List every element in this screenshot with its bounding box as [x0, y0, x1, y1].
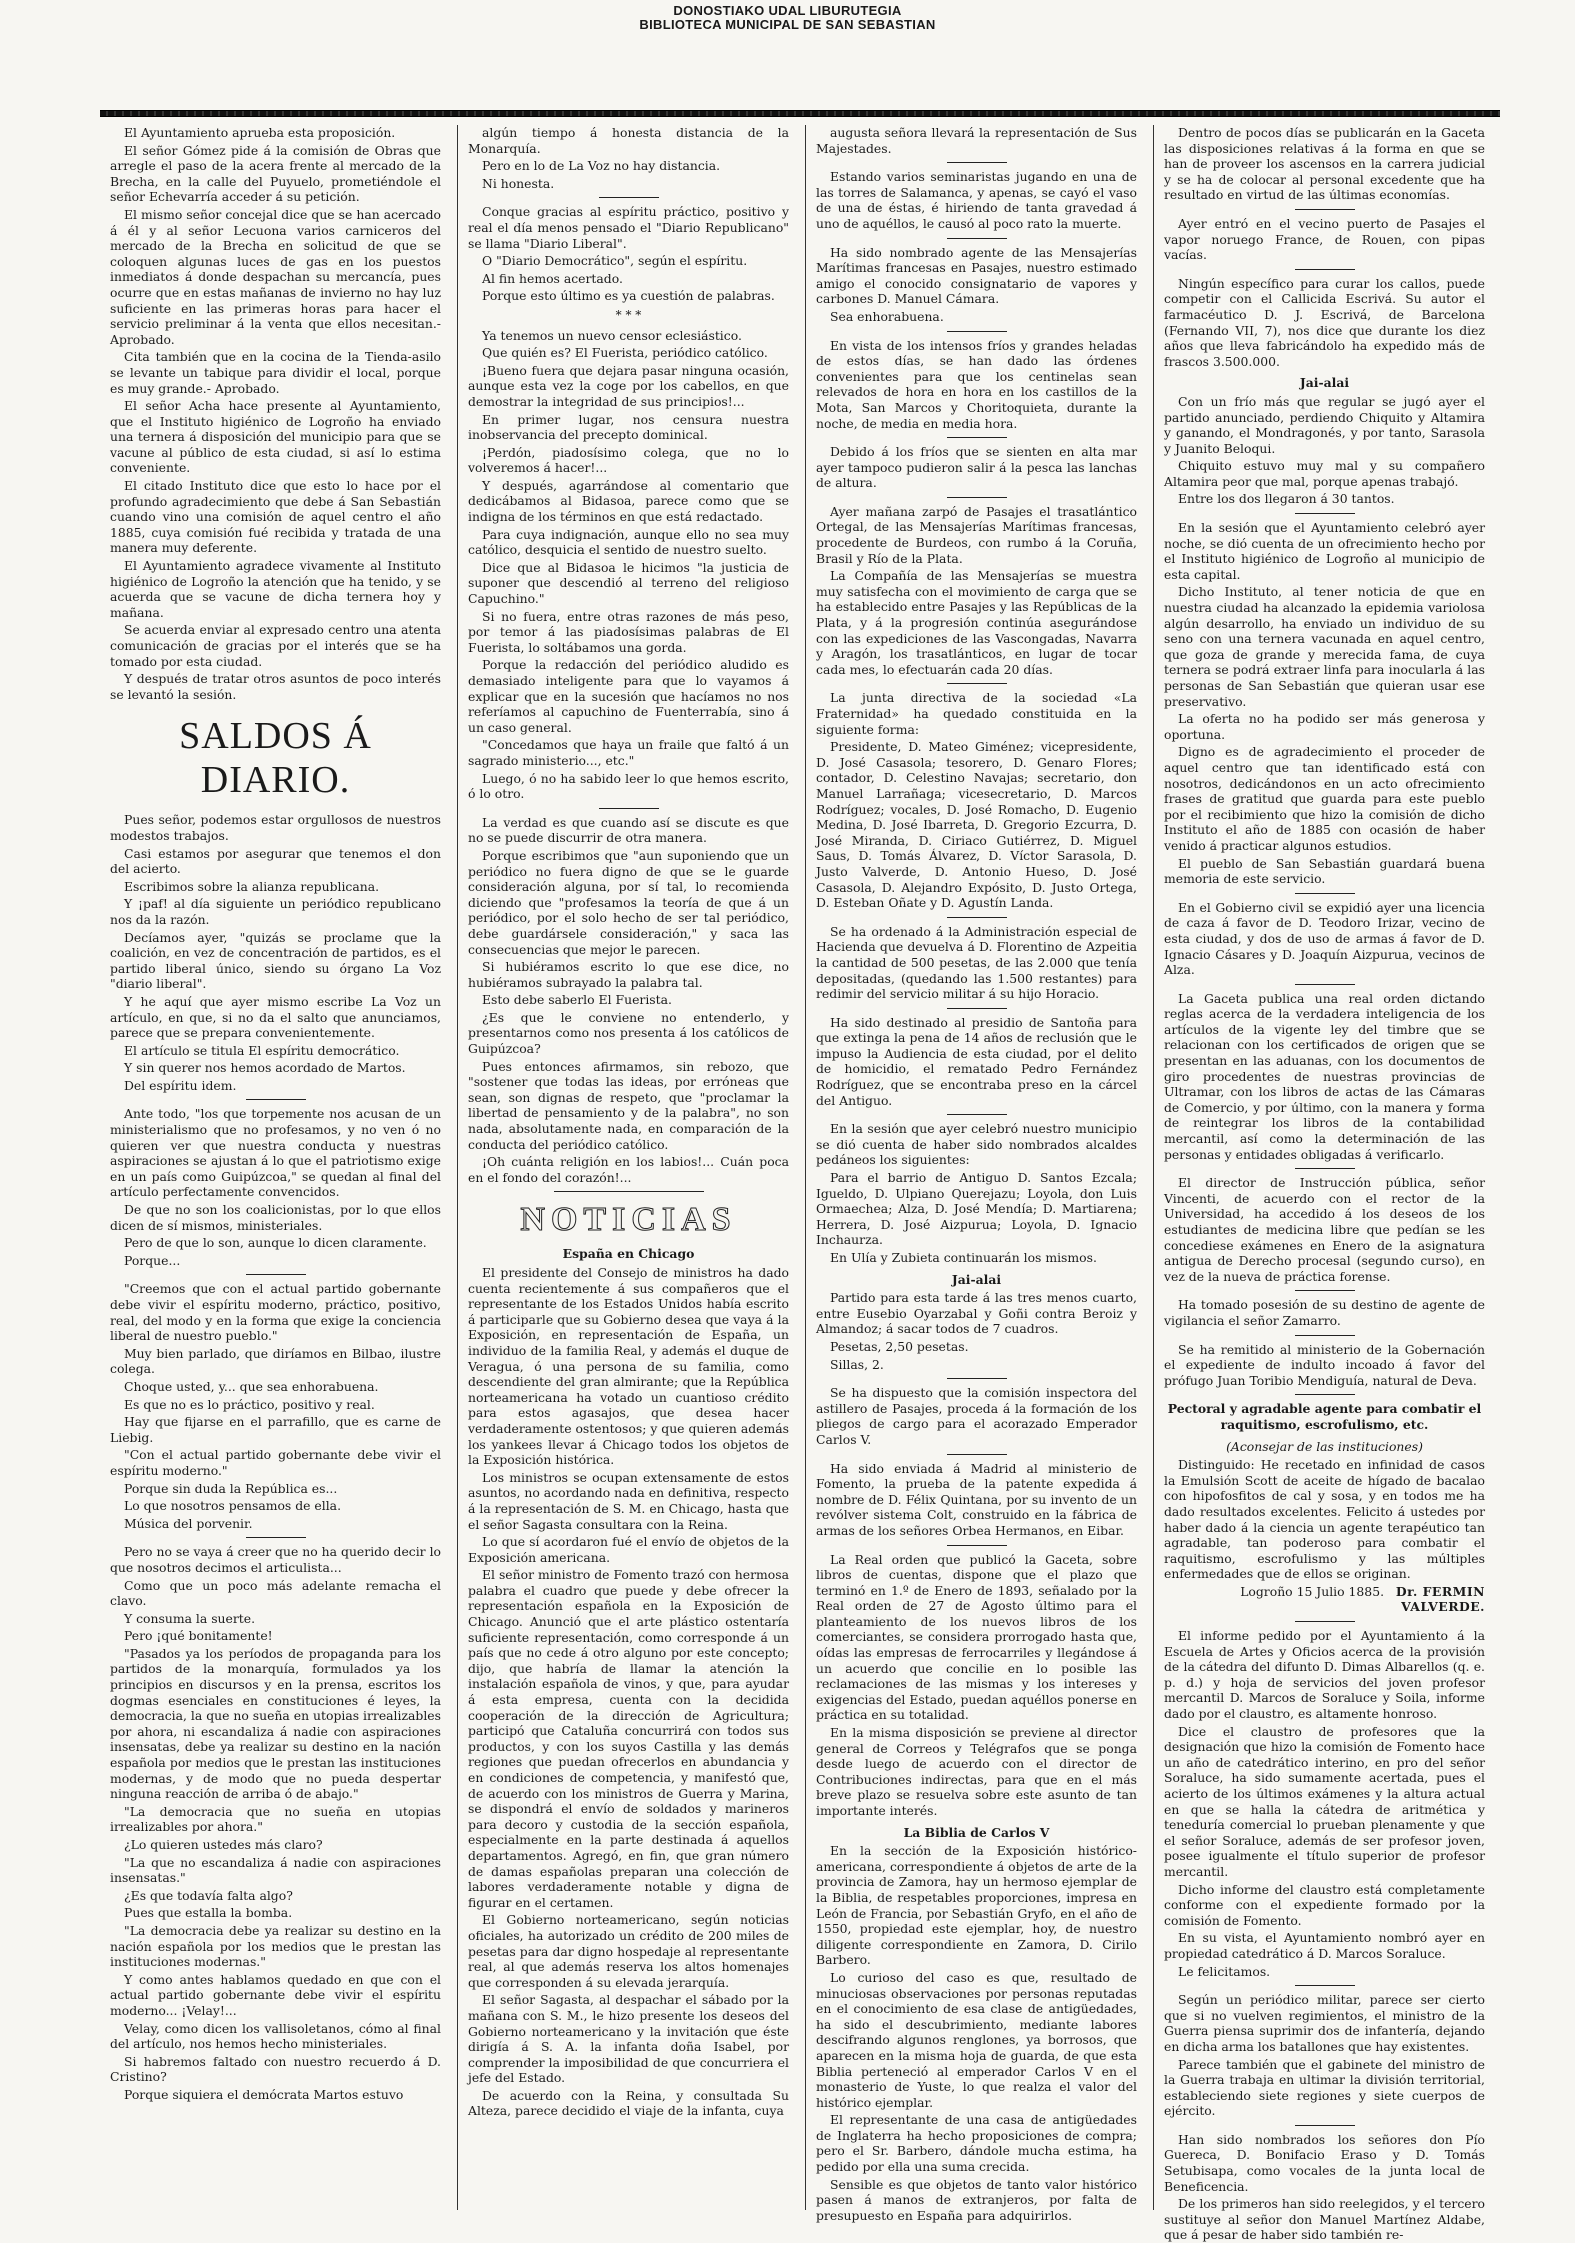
article-block [110, 1106, 441, 1268]
article-paragraph: Dentro de pocos días se publicarán en la Gaceta las disposiciones relativas á la forma en que se han de proveer los ascensos en la carrera judicial y se ha de colocar al personal excedente que ha resultado en virtud de las últimas economías. [1164, 125, 1485, 203]
article-paragraph: La Real orden que publicó la Gaceta, sobre libros de cuentas, dispone que el plazo que terminó en 1.º de Enero de 1893, señalado por la Real orden de 27 de Agosto último para el planteamiento de los nuevos libros de los comerciantes, se considera prorrogado hasta que, oídas las empresas de ferrocarriles y llegándose á un acuerdo que concilie en lo posible las reclamaciones de las mismas y los intereses y exigencias del Estado, puedan aquéllos ponerse en práctica en su totalidad. [816, 1551, 1137, 1723]
article-paragraph: Partido para esta tarde á las tres menos cuarto, entre Eusebio Oyarzabal y Goñi contra Beroiz y Almandoz; á sacar todos de 7 cuadros. [816, 1290, 1137, 1337]
article-block [816, 1461, 1137, 1539]
separator [1295, 1985, 1355, 1986]
separator [1295, 1290, 1355, 1291]
article-paragraph: "La democracia debe ya realizar su destino en la nación española por los medios que le prestan las instituciones modernas." [110, 1922, 441, 1970]
article-paragraph: Los ministros se ocupan extensamente de estos asuntos, no acordando nada en definitiva, respecto á la representación de S. M. en Chicago, hasta que el señor Sagasta consultara con la Reina. [468, 1469, 789, 1532]
stamp-line-1: DONOSTIAKO UDAL LIBURUTEGIA [673, 3, 902, 18]
article-paragraph: El señor Gómez pide á la comisión de Obras que arregle el paso de la acera frente al mercado de la Brecha, en la calle del Puyuelo, prometiéndole el señor Echevarría acceder á su petición. [110, 142, 441, 205]
article-paragraph: Pesetas, 2,50 pesetas. [830, 1338, 969, 1354]
separator [1295, 1394, 1355, 1395]
article-paragraph: Y consuma la suerte. [124, 1610, 256, 1626]
separator [947, 437, 1007, 438]
article-paragraph: Para cuya indignación, aunque ello no sea muy católico, desquicia el sentido de nuestro suelto. [468, 526, 789, 558]
article-block [468, 125, 789, 191]
article-paragraph: Según un periódico militar, parece ser cierto que si no vuelven regimientos, el ministro de la Guerra piensa suprimir dos de infantería, dejando en dicha arma los batallones que hay existentes. [1164, 1992, 1485, 2054]
subheading-jaialai: Jai-alai [951, 1271, 1002, 1287]
signature-name: Dr. FERMIN VALVERDE. [1395, 1583, 1485, 1615]
article-paragraph: Ni honesta. [482, 175, 555, 191]
separator [1295, 1335, 1355, 1336]
article-paragraph: Porque escribimos que "aun suponiendo que un periódico no fuera digno de que se le guarde consideración alguna, por sí tal, lo recomienda diciendo que "profesamos la teoría de que á un periódico, por el solo hecho de ser tal periódico, debe guardársele consideración," y saca las consecuencias que mejor le parecen. [468, 847, 789, 957]
article-block [1164, 900, 1485, 978]
article-paragraph: Ayer mañana zarpó de Pasajes el trasatlántico Ortegal, de las Mensajerías Marítimas francesas, procedente de Burdeos, con rumbo á la Coruña, Brasil y Río de la Plata. [816, 503, 1137, 566]
separator [947, 331, 1007, 332]
article-paragraph: Porque... [124, 1252, 181, 1268]
article-paragraph: En la misma disposición se previene al director general de Correos y Telégrafos que se ponga desde luego de acuerdo con el director de Contribuciones indirectas, para que en el más breve plazo se resuelva sobre este asunto de tan importante interés. [816, 1725, 1137, 1818]
column-1 [110, 125, 441, 2210]
article-paragraph: ¡Perdón, piadosísimo colega, que no lo volveremos á hacer!... [468, 444, 789, 476]
article-paragraph: Porque siquiera el demócrata Martos estuvo [124, 2086, 404, 2102]
article-paragraph: Dicho informe del claustro está completamente conforme con el expediente formado por la comisión de Fomento. [1164, 1881, 1485, 1928]
article-block [1164, 216, 1485, 263]
separator [947, 1454, 1007, 1455]
article-block [1164, 991, 1485, 1163]
article-paragraph: En la sesión que ayer celebró nuestro municipio se dió cuenta de haber sido nombrados alcaldes pedáneos los siguientes: [816, 1121, 1137, 1168]
article-paragraph: El señor Acha hace presente al Ayuntamiento, que el Instituto higiénico de Logroño ha enviado una ternera á disposición del municipio para que se vacune al público de esta ciudad, si así lo estima conveniente. [110, 398, 441, 476]
article-paragraph: O "Diario Democrático", según el espíritu. [482, 253, 748, 269]
library-stamp [0, 4, 1575, 32]
article-paragraph: Porque sin duda la República es... [124, 1480, 338, 1496]
article-paragraph: En el Gobierno civil se expidió ayer una licencia de caza á favor de D. Teodoro Irizar, vecino de esta ciudad, y dos de uso de armas á favor de D. Ignacio Cásares y D. Joaquín Aizpurua, vecinos de Alza. [1164, 899, 1485, 978]
stamp-line-2: BIBLIOTECA MUNICIPAL DE SAN SEBASTIAN [639, 17, 936, 32]
article-block [1164, 125, 1485, 203]
subheading-biblia: La Biblia de Carlos V [903, 1824, 1050, 1840]
article-paragraph: Y como antes hablamos quedado en que con el actual partido gobernante debe vivir el espíritu moderno... ¡Velay!... [110, 1971, 441, 2018]
signature-place-date: Logroño 15 Julio 1885. [1240, 1583, 1385, 1599]
article-block [816, 169, 1137, 231]
article-paragraph: "La democracia que no sueña en utopias irrealizables por ahora." [110, 1803, 441, 1835]
article-paragraph: Sea enhorabuena. [830, 308, 944, 324]
article-block [1164, 1457, 1485, 1582]
article-paragraph: Estando varios seminaristas jugando en una de las torres de Salamanca, y apenas, se cayó el vaso de una de éstas, é hiriendo de tanta gravedad á uno de aquéllos, le causó al poco rato la muerte. [816, 169, 1137, 231]
article-paragraph: Ningún específico para curar los callos, puede competir con el Callicida Escrivá. Su autor el farmacéutico D. J. Escrivá, de Barcelona (Fernando VII, 7), nos dice que durante los diez años que lleva fabricándolo ha expedido más de frascos 3.500.000. [1164, 275, 1485, 369]
article-paragraph: Parece también que el gabinete del ministro de la Guerra trabaja en ultimar la división territorial, estableciendo siete regiones y siete cuerpos de ejército. [1164, 2056, 1485, 2119]
article-paragraph: Ha tomado posesión de su destino de agente de vigilancia el señor Zamarro. [1164, 1297, 1485, 1328]
article-paragraph: Ayer entró en el vecino puerto de Pasajes el vapor noruego France, de Rouen, con pipas vacías. [1164, 215, 1485, 263]
separator [599, 808, 659, 809]
article-paragraph: Si no fuera, entre otras razones de más peso, por temor á las piadosísimas palabras de El Fuerista, lo soltábamos una gorda. [468, 608, 789, 655]
article-block [816, 1385, 1137, 1447]
article-paragraph: Como que un poco más adelante remacha el clavo. [110, 1577, 441, 1609]
signature [1164, 1584, 1485, 1615]
article-paragraph: Muy bien parlado, que diríamos en Bilbao, ilustre colega. [110, 1345, 441, 1377]
article-paragraph: Ha sido enviada á Madrid al ministerio de Fomento, la prueba de la patente expedida á nombre de D. Félix Quintana, por su invento de un revólver sistema Colt, construido en la fábrica de armas de los señores Orbea Hermanos, en Eibar. [816, 1460, 1137, 1538]
article-block [1164, 1342, 1485, 1389]
separator [947, 1008, 1007, 1009]
column-4 [1153, 125, 1485, 2243]
separator [246, 1274, 306, 1275]
article-block [468, 204, 789, 304]
article-paragraph: El citado Instituto dice que esto lo hace por el profundo agradecimiento que debe á San Sebastián cuando vino una comisión de aquel centro el año 1885, cuya comisión fué recibida y tratada de una manera muy deferente. [110, 478, 441, 556]
article-block [1164, 1175, 1485, 1284]
top-rule [100, 110, 1500, 117]
article-paragraph: "Concedamos que haya un fraile que faltó á un sagrado ministerio..., etc." [468, 737, 789, 768]
separator [947, 238, 1007, 239]
article-paragraph: En primer lugar, nos censura nuestra inobservancia del precepto dominical. [468, 411, 789, 443]
article-block [1164, 1297, 1485, 1328]
article-block [468, 1265, 789, 2119]
article-paragraph: Ha sido nombrado agente de las Mensajerías Marítimas francesas en Pasajes, nuestro estimado amigo el conocido consignatario de vapores y carbones D. Manuel Cámara. [816, 244, 1137, 307]
separator [1295, 1621, 1355, 1622]
article-paragraph: La junta directiva de la sociedad «La Fraternidad» ha quedado constituida en la siguiente forma: [816, 690, 1137, 737]
article-paragraph: De acuerdo con la Reina, y consultada Su Alteza, parece decidido el viaje de la infanta, cuya [468, 2087, 789, 2119]
separator [947, 1378, 1007, 1379]
article-paragraph: Se acuerda enviar al expresado centro una atenta comunicación de gracias por el interés que se ha tomado por esta ciudad. [110, 622, 441, 669]
article-paragraph: augusta señora llevará la representación de Sus Majestades. [816, 125, 1137, 156]
separator [1295, 984, 1355, 985]
article-block [1164, 1628, 1485, 1979]
article-paragraph: Pero de que lo son, aunque lo dicen claramente. [124, 1235, 427, 1251]
separator [554, 1191, 704, 1192]
article-paragraph: Choque usted, y... que sea enhorabuena. [124, 1378, 379, 1394]
article-paragraph: Casi estamos por asegurar que tenemos el don del acierto. [110, 845, 441, 877]
article-paragraph: Cita también que en la cocina de la Tienda-asilo se levante un tabique para dividir el local, porque es muy grande.- Aprobado. [110, 349, 441, 396]
separator [1295, 513, 1355, 514]
article-paragraph: Que quién es? El Fuerista, periódico católico. [482, 345, 768, 361]
article-paragraph: El artículo se titula El espíritu democrático. [124, 1042, 400, 1058]
article-paragraph: Debido á los fríos que se sienten en alta mar ayer tampoco pudieron salir á la pesca las lanchas de altura. [816, 444, 1137, 491]
article-paragraph: Decíamos ayer, "quizás se proclame que la coalición, en vez de concentración de partidos, es el partido liberal único, siendo su órgano La Voz "diario liberal". [110, 929, 441, 992]
subheading-jaialai: Jai-alai [1299, 375, 1350, 391]
article-block [1164, 2132, 1485, 2243]
article-paragraph: Se ha dispuesto que la comisión inspectora del astillero de Pasajes, proceda á la formación de los pliegos de cargo para el acorazado Emperador Carlos V. [816, 1385, 1137, 1447]
article-paragraph: Lo que sí acordaron fué el envío de objetos de la Exposición americana. [468, 1534, 789, 1565]
article-paragraph: La verdad es que cuando así se discute es que no se puede discurrir de otra manera. [468, 814, 789, 846]
separator [1295, 269, 1355, 270]
article-block [816, 690, 1137, 910]
article-block [816, 444, 1137, 491]
separator [947, 683, 1007, 684]
article-paragraph: La Compañía de las Mensajerías se muestra muy satisfecha con el movimiento de carga que se ha establecido entre Pasajes y las Repúblicas de la Plata, y á la progresión continúa asegurándose con las expediciones de las Vascongadas, Navarra y Aragón, los trasatlánticos, en lugar de tocar cada mes, lo efectuarán cada 20 días. [816, 568, 1137, 677]
subheading-pectoral-note: (Aconsejar de las instituciones) [1226, 1438, 1423, 1454]
article-paragraph: ¿Lo quieren ustedes más claro? [124, 1837, 323, 1852]
article-paragraph: Y he aquí que ayer mismo escribe La Voz un artículo, en que, si no da el salto que anunciamos, parece que se prepara convenientemente. [110, 993, 441, 1041]
article-paragraph: Hay que fijarse en el parrafillo, que es carne de Liebig. [110, 1414, 441, 1445]
article-paragraph: Del espíritu idem. [124, 1077, 237, 1093]
article-paragraph: Y después, agarrándose al comentario que dedicábamos al Bidasoa, parece como que se indigna de los términos en que está redactado. [468, 477, 789, 525]
separator [947, 1545, 1007, 1546]
article-paragraph: La oferta no ha podido ser más generosa y oportuna. [1164, 711, 1485, 742]
article-paragraph: Se ha ordenado á la Administración especial de Hacienda que devuelva á D. Florentino de Azpeitia la cantidad de 500 pesetas, de las 2.000 que tenía depositadas, (quedando las 1.500 restantes) para redimir del servicio militar á su hijo Horacio. [816, 923, 1137, 1002]
article-paragraph: Escribimos sobre la alianza republicana. [124, 878, 380, 894]
article-block [468, 328, 789, 802]
column-3 [805, 125, 1137, 2223]
article-paragraph: El representante de una casa de antigüedades de Inglaterra ha hecho proposiciones de compra; pero el Sr. Barbero, dándole mucha estima, ha pedido por ella una suma crecida. [816, 2112, 1137, 2175]
article-paragraph: Porque esto último es ya cuestión de palabras. [482, 288, 775, 304]
article-paragraph: De los primeros han sido reelegidos, y el tercero sustituye al señor don Manuel Martínez Aldabe, que á pesar de haber sido también re- [1164, 2196, 1485, 2243]
article-paragraph: Velay, como dicen los vallisoletanos, cómo al final del artículo, nos hemos hecho ministeriales. [110, 2020, 441, 2052]
article-paragraph: Presidente, D. Mateo Giménez; vicepresidente, D. José Casasola; tesorero, D. Genaro Flores; contador, D. Celestino Navajas; secretario, don Manuel Larrañaga; vicesecretario, D. Marcos Rodríguez; vocales, D. José Romacho, D. Eugenio Medina, D. José Ibarreta, D. Gregorio Ezcurra, D. José Miranda, D. Ciriaco Gutiérrez, D. Miguel Saus, D. Tomás Álvarez, D. Víctor Sarasola, D. Justo Valverde, D. Antonio Hueso, D. José Casasola, D. Alejandro Expósito, D. Justo Ortega, D. Esteban Oñate y D. Agustín Landa. [816, 739, 1137, 911]
separator [1295, 1168, 1355, 1169]
article-paragraph: Chiquito estuvo muy mal y su compañero Altamira peor que mal, porque apenas trabajó. [1164, 458, 1485, 489]
article-paragraph: Pero en lo de La Voz no hay distancia. [482, 158, 721, 174]
article-paragraph: Si habremos faltado con nuestro recuerdo á D. Cristino? [110, 2053, 441, 2085]
article-paragraph: Para el barrio de Antiguo D. Santos Ezcala; Igueldo, D. Ulpiano Querejazu; Loyola, don Luis Ormaechea; Alza, D. José Mendía; D. Martiarena; Herrera, D. José Aizpurua; Loyola, D. Ignacio Inchaurza. [816, 1170, 1137, 1248]
article-block [816, 245, 1137, 325]
article-paragraph: "Con el actual partido gobernante debe vivir el espíritu moderno." [110, 1447, 441, 1478]
article-paragraph: Esto debe saberlo El Fuerista. [482, 992, 672, 1008]
subheading-pectoral: Pectoral y agradable agente para combatir el raquitismo, escrofulismo, etc. [1167, 1401, 1482, 1432]
article-paragraph: El mismo señor concejal dice que se han acercado á él y al señor Lecuona varios carniceros del mercado de la Brecha en solicitud de que se coloquen algunas luces de gas en los puestos inmediatos á donde despachan su mercancía, pues ocurre que en estas mañanas de invierno no hay luz suficiente en las primeras horas para hacer el servicio preliminar á la venta que ellos necesitan.- Aprobado. [110, 206, 441, 347]
article-paragraph: "La que no escandaliza á nadie con aspiraciones insensatas." [110, 1854, 441, 1886]
article-paragraph: Digno es de agradecimiento el proceder de aquel centro que tan identificado está con nosotros, dedicándonos en un acto ofrecimiento frases de gratitud que guarda para este pueblo por el recibimiento que hizo la comisión de dicho Instituto el año de 1885 con ocasión de haber venido á practicar algunos estudios. [1164, 744, 1485, 853]
article-paragraph: Sensible es que objetos de tanto valor histórico pasen á manos de extranjeros, por falta de presupuesto en España para adquirirlos. [816, 2176, 1137, 2223]
separator [947, 917, 1007, 918]
article-paragraph: El pueblo de San Sebastián guardará buena memoria de este servicio. [1164, 855, 1485, 887]
article-paragraph: Al fin hemos acertado. [482, 270, 623, 286]
separator [246, 1537, 306, 1538]
section-title-noticias: NOTICIAS [520, 1201, 737, 1239]
article-paragraph: Entre los dos llegaron á 30 tantos. [1178, 491, 1395, 507]
article-paragraph: En la sección de la Exposición histórico-americana, correspondiente á objetos de arte de la provincia de Zamora, hay un hermoso ejemplar de la Biblia, de respetables proporciones, impresa en León de Francia, por Sebastián Gryfo, en el año de 1550, propiedad este ejemplar, hoy, de nuestro diligente correspondiente en Zamora, D. Cirilo Barbero. [816, 1843, 1137, 1968]
article-paragraph: Pues entonces afirmamos, sin rebozo, que "sostener que todas las ideas, por erróneas que sean, son dignas de respeto, que "proclamar la libertad de pensamiento y de la palabra", no son nada, absolutamente nada, en comparación de la conducta del periódico católico. [468, 1058, 789, 1152]
article-paragraph: Ya tenemos un nuevo censor eclesiástico. [482, 327, 742, 343]
article-paragraph: Le felicitamos. [1178, 1963, 1271, 1979]
article-block [816, 1121, 1137, 1265]
article-paragraph: El Gobierno norteamericano, según noticias oficiales, ha autorizado un crédito de 200 miles de pesetas para dar digno hospedaje al representante real, al que además reserva los altos homenajes que corresponden á su elevada jerarquía. [468, 1912, 789, 1990]
separator [599, 197, 659, 198]
article-paragraph: El Ayuntamiento agradece vivamente al Instituto higiénico de Logroño la atención que ha tenido, y se acuerda que se vacune de dicha ternera hoy y mañana. [110, 558, 441, 620]
article-block [1164, 394, 1485, 507]
article-paragraph: Ha sido destinado al presidio de Santoña para que extinga la pena de 14 años de reclusión que le impuso la Audiencia de esta ciudad, por el delito de homicidio, el rematado Pedro Fernández Rodríguez, que se encontraba preso en la cárcel del Antiguo. [816, 1014, 1137, 1108]
article-block [1164, 1992, 1485, 2119]
newspaper-page [110, 125, 1485, 2243]
article-block [1164, 520, 1485, 887]
article-paragraph: Luego, ó no ha sabido leer lo que hemos escrito, ó lo otro. [468, 770, 789, 802]
article-paragraph: El director de Instrucción pública, señor Vincenti, de acuerdo con el rector de la Universidad, ha accedido á los deseos de los estudiantes de medicina libre que pedían se les concediese exámenes en Enero de la asignatura antigua de Derecho procesal (segundo curso), en vez de la nueva de práctica forense. [1164, 1175, 1485, 1284]
article-paragraph: La Gaceta publica una real orden dictando reglas acerca de la verdadera inteligencia de los artículos de la vigente ley del timbre que se relacionan con los certificados de origen que se presentan en las aduanas, con los documentos de giro procedentes de nuestras provincias de Ultramar, con los libros de actas de las Cámaras de Comercio, y por último, con la manera y forma de reintegrar los libros de la contabilidad mercantil, así como la determinación de las personas y entidades obligadas á verificarlo. [1164, 990, 1485, 1162]
article-paragraph: Dice que al Bidasoa le hicimos "la justicia de suponer que descendió al terreno del religioso Capuchino." [468, 559, 789, 607]
subheading-chicago: España en Chicago [562, 1246, 695, 1262]
article-paragraph: El presidente del Consejo de ministros ha dado cuenta recientemente á sus compañeros que el representante de los Estados Unidos había escrito á participarle que su Gobierno desea que vaya á la Exposición, en representación de España, un individuo de la familia Real, y además el duque de Veragua, ó una persona de su familia, como descendiente del gran almirante; que la República norteamericana ha votado un cuantioso crédito para estos agasajos, que desea hacer verdaderamente ostentosos; y que quieren además los yankees llevar á Chicago todos los objetos de la Exposición histórica. [468, 1265, 789, 1468]
article-block [816, 504, 1137, 678]
article-block [1164, 276, 1485, 370]
article-block [816, 1552, 1137, 1819]
article-block [110, 125, 441, 702]
article-paragraph: El informe pedido por el Ayuntamiento á la Escuela de Artes y Oficios acerca de la provisión de la cátedra del difunto D. Dimas Albarellos (q. e. p. d.) y hoja de servicios del joven profesor mercantil D. Marcos de Soraluce y Soila, informe dado por el claustro, es altamente honroso. [1164, 1628, 1485, 1722]
article-paragraph: Lo curioso del caso es que, resultado de minuciosas observaciones por personas reputadas en el conocimiento de esa clase de antigüedades, ha sido el descubrimiento, mediante labores descifrando algunos renglones, ya borrosos, que aparecen en la misma hoja de guarda, de que esta Biblia perteneció al emperador Carlos V en el monasterio de Yuste, lo que realza el valor del histórico ejemplar. [816, 1969, 1137, 2110]
article-paragraph: El señor ministro de Fomento trazó con hermosa palabra el cuadro que puede y debe ofrecer la representación española en la Exposición de Chicago. Anunció que el arte plástico ostentaría suficiente representación, como corresponde á un país que no cede á otro alguno por este concepto; dijo, que habría de llamar la atención la instalación española de vinos, y que, para ayudar á esta empresa, cuenta con la decidida cooperación de la dirección de Agricultura; participó que Cataluña concurrirá con todos sus productos, y con los suyos Castilla y las demás regiones que puedan ofrecerlos en abundancia y en condiciones de competencia, y manifestó que, de acuerdo con los ministros de Guerra y Marina, se dispondrá el envío de soldados y marineros para decoro y custodia de la sección española, especialmente en la parte destinada á aquellos departamentos. Agregó, en fin, que gran número de damas españolas preparan una colección de labores verdaderamente notable y digna de figurar en el certamen. [468, 1567, 790, 1910]
article-paragraph: "Creemos que con el actual partido gobernante debe vivir el espíritu moderno, práctico, positivo, real, del modo y en la forma que exige la conciencia liberal de nuestro pueblo." [110, 1281, 441, 1344]
article-paragraph: ¿Es que le conviene no entenderlo, y presentarnos como nos presenta á los católicos de Guipúzcoa? [468, 1009, 789, 1057]
article-paragraph: Música del porvenir. [124, 1515, 253, 1531]
article-paragraph: Dicho Instituto, al tener noticia de que en nuestra ciudad ha alcanzado la epidemia variolosa algún desarrollo, ha enviado un individuo de su seno con una ternera vacunada en aquel centro, que goza de grande y merecida fama, de cuya ternera se podrá extraer linfa para inocularla á las personas de San Sebastián que quieran usar ese preservativo. [1164, 584, 1485, 709]
separator [947, 162, 1007, 163]
article-paragraph: Lo que nosotros pensamos de ella. [124, 1498, 342, 1514]
article-paragraph: En su vista, el Ayuntamiento nombró ayer en propiedad catedrático á D. Marcos Soraluce. [1164, 1930, 1485, 1961]
article-paragraph: El Ayuntamiento aprueba esta proposición. [124, 125, 396, 140]
article-paragraph: Pues que estalla la bomba. [124, 1905, 293, 1921]
separator [1295, 893, 1355, 894]
section-title-saldos: SALDOS Á DIARIO. [179, 715, 372, 802]
article-paragraph: Ante todo, "los que torpemente nos acusan de un ministerialismo que no profesamos, y no ven ó no quieren ver que nuestra conducta y nuestras aspiraciones se ajustan á lo que el patriotismo exige en un país como Guipúzcoa," se quedan al final del artículo perfectamente convencidos. [110, 1106, 441, 1200]
article-paragraph: Pero no se vaya á creer que no ha querido decir lo que nosotros decimos el articulista... [110, 1544, 441, 1575]
article-paragraph: Es que no es lo práctico, positivo y real. [124, 1396, 375, 1412]
article-block [816, 924, 1137, 1002]
article-block [468, 815, 789, 1186]
separator [1295, 209, 1355, 210]
separator [246, 1099, 306, 1100]
article-paragraph: algún tiempo á honesta distancia de la Monarquía. [468, 125, 789, 156]
article-paragraph: "Pasados ya los períodos de propaganda para los partidos de la monarquía, formulados ya los principios en discursos y en la prensa, escritos los dogmas esenciales en constituciones é leyes, la democracia, la que no sueña en utopias irrealizables por ahora, ni escandaliza á nadie con aspiraciones insensatas, debe ya realizar su destino en la nación española por medios que le prestan las instituciones modernas, y de modo que no pueda despertar ninguna reacción de arriba ó de abajo." [110, 1645, 441, 1802]
article-block [816, 338, 1137, 432]
article-block [816, 1290, 1137, 1372]
article-block [816, 1015, 1137, 1109]
article-paragraph: El señor Sagasta, al despachar el sábado por la mañana con S. M., le hizo presente los deseos del Gobierno norteamericano y la invitación que éste dirigía á S. A. la infanta doña Isabel, por comprender la imposibilidad de que concurriera el jefe del Estado. [468, 1992, 789, 2086]
article-paragraph: Se ha remitido al ministerio de la Gobernación el expediente de indulto incoado á favor del prófugo Juan Toribio Mendiguía, natural de Deva. [1164, 1341, 1485, 1388]
article-paragraph: Y después de tratar otros asuntos de poco interés se levantó la sesión. [110, 671, 441, 702]
article-paragraph: Y ¡paf! al día siguiente un periódico republicano nos da la razón. [110, 896, 441, 927]
article-paragraph: En la sesión que el Ayuntamiento celebró ayer noche, se dió cuenta de un ofrecimiento hecho por el Instituto higiénico de Logroño al municipio de esta capital. [1164, 520, 1485, 582]
article-block [816, 1843, 1137, 2223]
separator [1295, 2125, 1355, 2126]
article-block [110, 812, 441, 1093]
article-block [110, 1281, 441, 1531]
article-paragraph: ¡Bueno fuera que dejara pasar ninguna ocasión, aunque esta vez la coge por los cabellos, en que demostrar la integridad de sus principios!... [468, 362, 789, 409]
article-paragraph: De que no son los coalicionistas, por lo que ellos dicen de sí mismos, ministeriales. [110, 1202, 441, 1233]
article-paragraph: Pues señor, podemos estar orgullosos de nuestros modestos trabajos. [110, 812, 441, 843]
article-paragraph: Dice el claustro de profesores que la designación que hizo la comisión de Fomento hace un año de catedrático interino, en pro del señor Soraluce, ha sido sumamente acertada, pues el acierto de los últimos exámenes y la altura actual en que se halla la cátedra de aritmética y teneduría comercial lo prueban plenamente y que el señor Soraluce, además de ser profesor joven, posee igualmente el título superior de profesor mercantil. [1164, 1723, 1485, 1879]
article-paragraph: En Ulía y Zubieta continuarán los mismos. [830, 1250, 1097, 1265]
article-paragraph: Pero ¡qué bonitamente! [124, 1628, 273, 1644]
article-block [110, 1544, 441, 2102]
article-paragraph: Distinguido: He recetado en infinidad de casos la Emulsión Scott de aceite de hígado de bacalao con hipofosfitos de cal y sosa, y en todos me ha dado resultados excelentes. Felicito á ustedes por haber dado á la ciencia un agente terapéutico tan agradable, tan poderoso para combatir el raquitismo, escrofulismo y las múltiples enfermedades que de ellos se originan. [1164, 1457, 1485, 1582]
article-paragraph: Si hubiéramos escrito lo que ese dice, no hubiéramos subrayado la palabra tal. [468, 959, 789, 990]
column-2 [457, 125, 789, 2210]
article-paragraph: En vista de los intensos fríos y grandes heladas de estos días, se han dado las órdenes convenientes para que los centinelas sean relevados de hora en hora en los castillos de la Mota, San Marcos y Choritoquieta, durante la noche, de media en media hora. [816, 337, 1137, 431]
asterism: * * * [615, 307, 642, 322]
article-paragraph: ¿Es que todavía falta algo? [124, 1887, 293, 1903]
article-paragraph: Sillas, 2. [830, 1356, 884, 1372]
article-paragraph: ¡Oh cuánta religión en los labios!... Cuán poca en el fondo del corazón!... [468, 1154, 789, 1185]
article-paragraph: Conque gracias al espíritu práctico, positivo y real el día menos pensado el "Diario Republicano" se llama "Diario Liberal". [468, 204, 789, 251]
article-block [816, 125, 1137, 156]
article-paragraph: Y sin querer nos hemos acordado de Martos. [124, 1060, 406, 1076]
article-paragraph: Porque la redacción del periódico aludido es demasiado inteligente para que lo vayamos á explicar que en la sucesión que hacíamos no nos referíamos al capuchino de Fuenterrabía, sino á un caso general. [468, 657, 789, 735]
separator [947, 1114, 1007, 1115]
separator [947, 497, 1007, 498]
article-paragraph: Han sido nombrados los señores don Pío Guereca, D. Bonifacio Eraso y D. Tomás Setubisapa, como vocales de la junta local de Beneficencia. [1164, 2131, 1485, 2194]
article-paragraph: Con un frío más que regular se jugó ayer el partido anunciado, perdiendo Chiquito y Altamira y ganando, el Mondragonés, y por tanto, Sarasola y Juanito Beloqui. [1164, 393, 1485, 456]
